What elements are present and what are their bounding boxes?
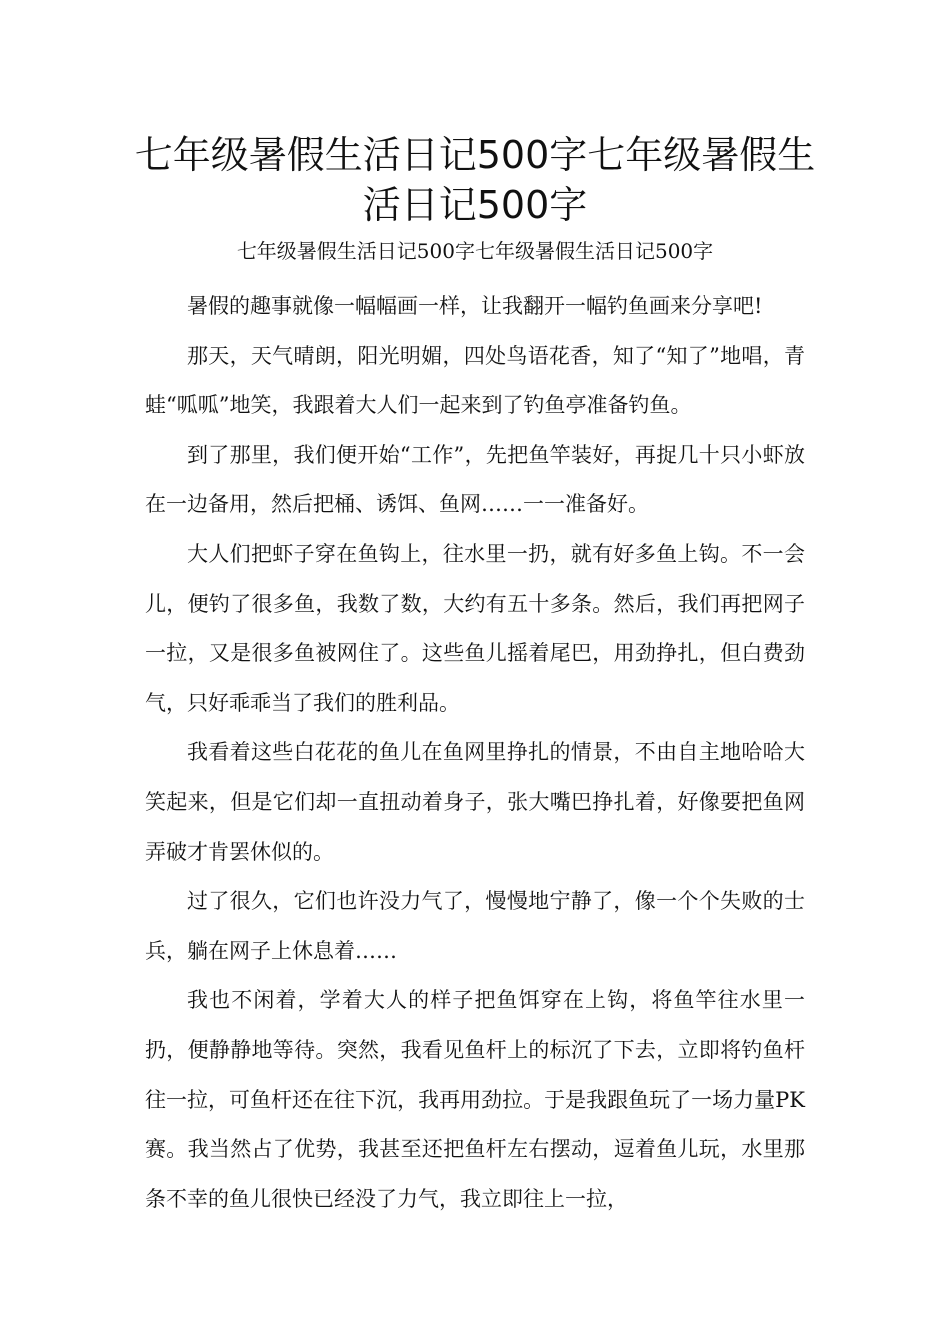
paragraph: 大人们把虾子穿在鱼钩上，往水里一扔，就有好多鱼上钩。不一会儿，便钓了很多鱼，我数了数，大约有五十多条。然后，我们再把网子一拉，又是很多鱼被网住了。这些鱼儿摇着尾巴，用劲挣扎，但白费劲气，只好乖乖当了我们的胜利品。 xyxy=(145,541,805,715)
paragraph: 我看着这些白花花的鱼儿在鱼网里挣扎的情景，不由自主地哈哈大笑起来，但是它们却一直扭动着身子，张大嘴巴挣扎着，好像要把鱼网弄破才肯罢休似的。 xyxy=(145,740,805,864)
paragraph: 我也不闲着，学着大人的样子把鱼饵穿在上钩，将鱼竿往水里一扔，便静静地等待。突然，我看见鱼杆上的标沉了下去，立即将钓鱼杆往一拉，可鱼杆还在往下沉，我再用劲拉。于是我跟鱼玩了一场力量PK赛。我当然占了优势，我甚至还把鱼杆左右摆动，逗着鱼儿玩，水里那条不幸的鱼儿很快已经没了力气，我立即往上一拉， xyxy=(145,988,805,1211)
document-subtitle: 七年级暑假生活日记500字七年级暑假生活日记500字 xyxy=(236,239,714,263)
paragraph: 那天，天气晴朗，阳光明媚，四处鸟语花香，知了“知了”地唱，青蛙“呱呱”地笑，我跟着大人们一起来到了钓鱼亭准备钓鱼。 xyxy=(145,343,805,418)
paragraph: 过了很久，它们也许没力气了，慢慢地宁静了，像一个个失败的士兵，躺在网子上休息着…… xyxy=(145,889,805,963)
document-body xyxy=(145,282,805,1224)
document-title: 七年级暑假生活日记500字七年级暑假生活日记500字 xyxy=(134,133,816,227)
paragraph: 暑假的趣事就像一幅幅画一样，让我翻开一幅钓鱼画来分享吧! xyxy=(187,294,763,318)
paragraph: 到了那里，我们便开始“工作”，先把鱼竿装好，再捉几十只小虾放在一边备用，然后把桶、诱饵、鱼网……一一准备好。 xyxy=(145,442,805,517)
